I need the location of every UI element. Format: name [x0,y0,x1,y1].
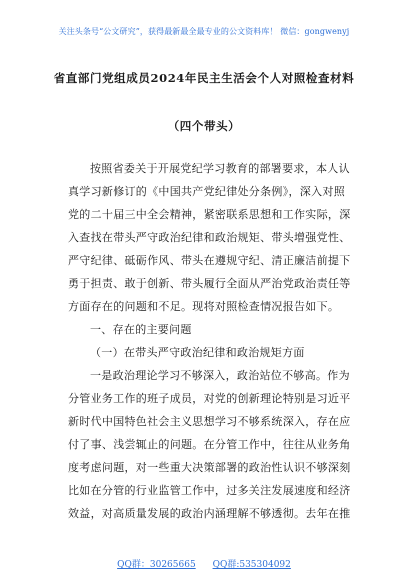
paragraph-line: 勇于担责、敢于创新、带头履行全面从严治党政治责任等 [68,277,351,290]
qq-group-2[interactable]: QQ群:535304092 [212,560,291,570]
paragraph-line: 按照省委关于开展党纪学习教育的部署要求，本人认 [90,162,350,175]
promo-banner: 关注头条号“公文研究”，获得最新最全最专业的公文资料库！ 微信：gongwenyj [58,27,350,36]
paragraph-line: 新时代中国特色社会主义思想学习不够系统深入，存在应 [68,415,351,428]
document-title: 省直部门党组成员2024年民主生活会个人对照检查材料 [53,71,355,85]
section-heading: 一、存在的主要问题 [90,323,192,336]
paragraph-line: 分管业务工作的班子成员，对党的创新理论特别是习近平 [68,392,351,405]
paragraph-line: 度考虑问题，对一些重大决策部署的政治性认识不够深刻 [68,461,351,474]
paragraph-line: 方面存在的问题和不足。现将对照检查情况报告如下。 [68,300,340,313]
footer-contact [0,557,408,570]
paragraph-line: 入查找在带头严守政治纪律和政治规矩、带头增强党性、 [68,231,351,244]
paragraph-line: 一是政治理论学习不够深入，政治站位不够高。作为 [90,369,350,382]
document-subtitle: （四个带头） [167,119,241,133]
subsection-heading: （一）在带头严守政治纪律和政治规矩方面 [90,346,305,359]
paragraph-line: 效益，对高质量发展的政治内涵理解不够透彻。去年在推 [68,507,351,520]
paragraph-line: 严守纪律、砥砺作风、带头在遵规守纪、清正廉洁前提下 [68,254,351,267]
qq-group-1[interactable]: QQ群：30265665 [117,560,196,570]
paragraph-line: 比如在分管的行业监管工作中，过多关注发展速度和经济 [68,484,351,497]
paragraph-line: 真学习新修订的《中国共产党纪律处分条例》，深入对照 [68,185,345,198]
paragraph-line: 党的二十届三中全会精神，紧密联系思想和工作实际，深 [68,208,351,221]
paragraph-line: 付了事、浅尝辄止的问题。在分管工作中，往往从业务角 [68,438,351,451]
